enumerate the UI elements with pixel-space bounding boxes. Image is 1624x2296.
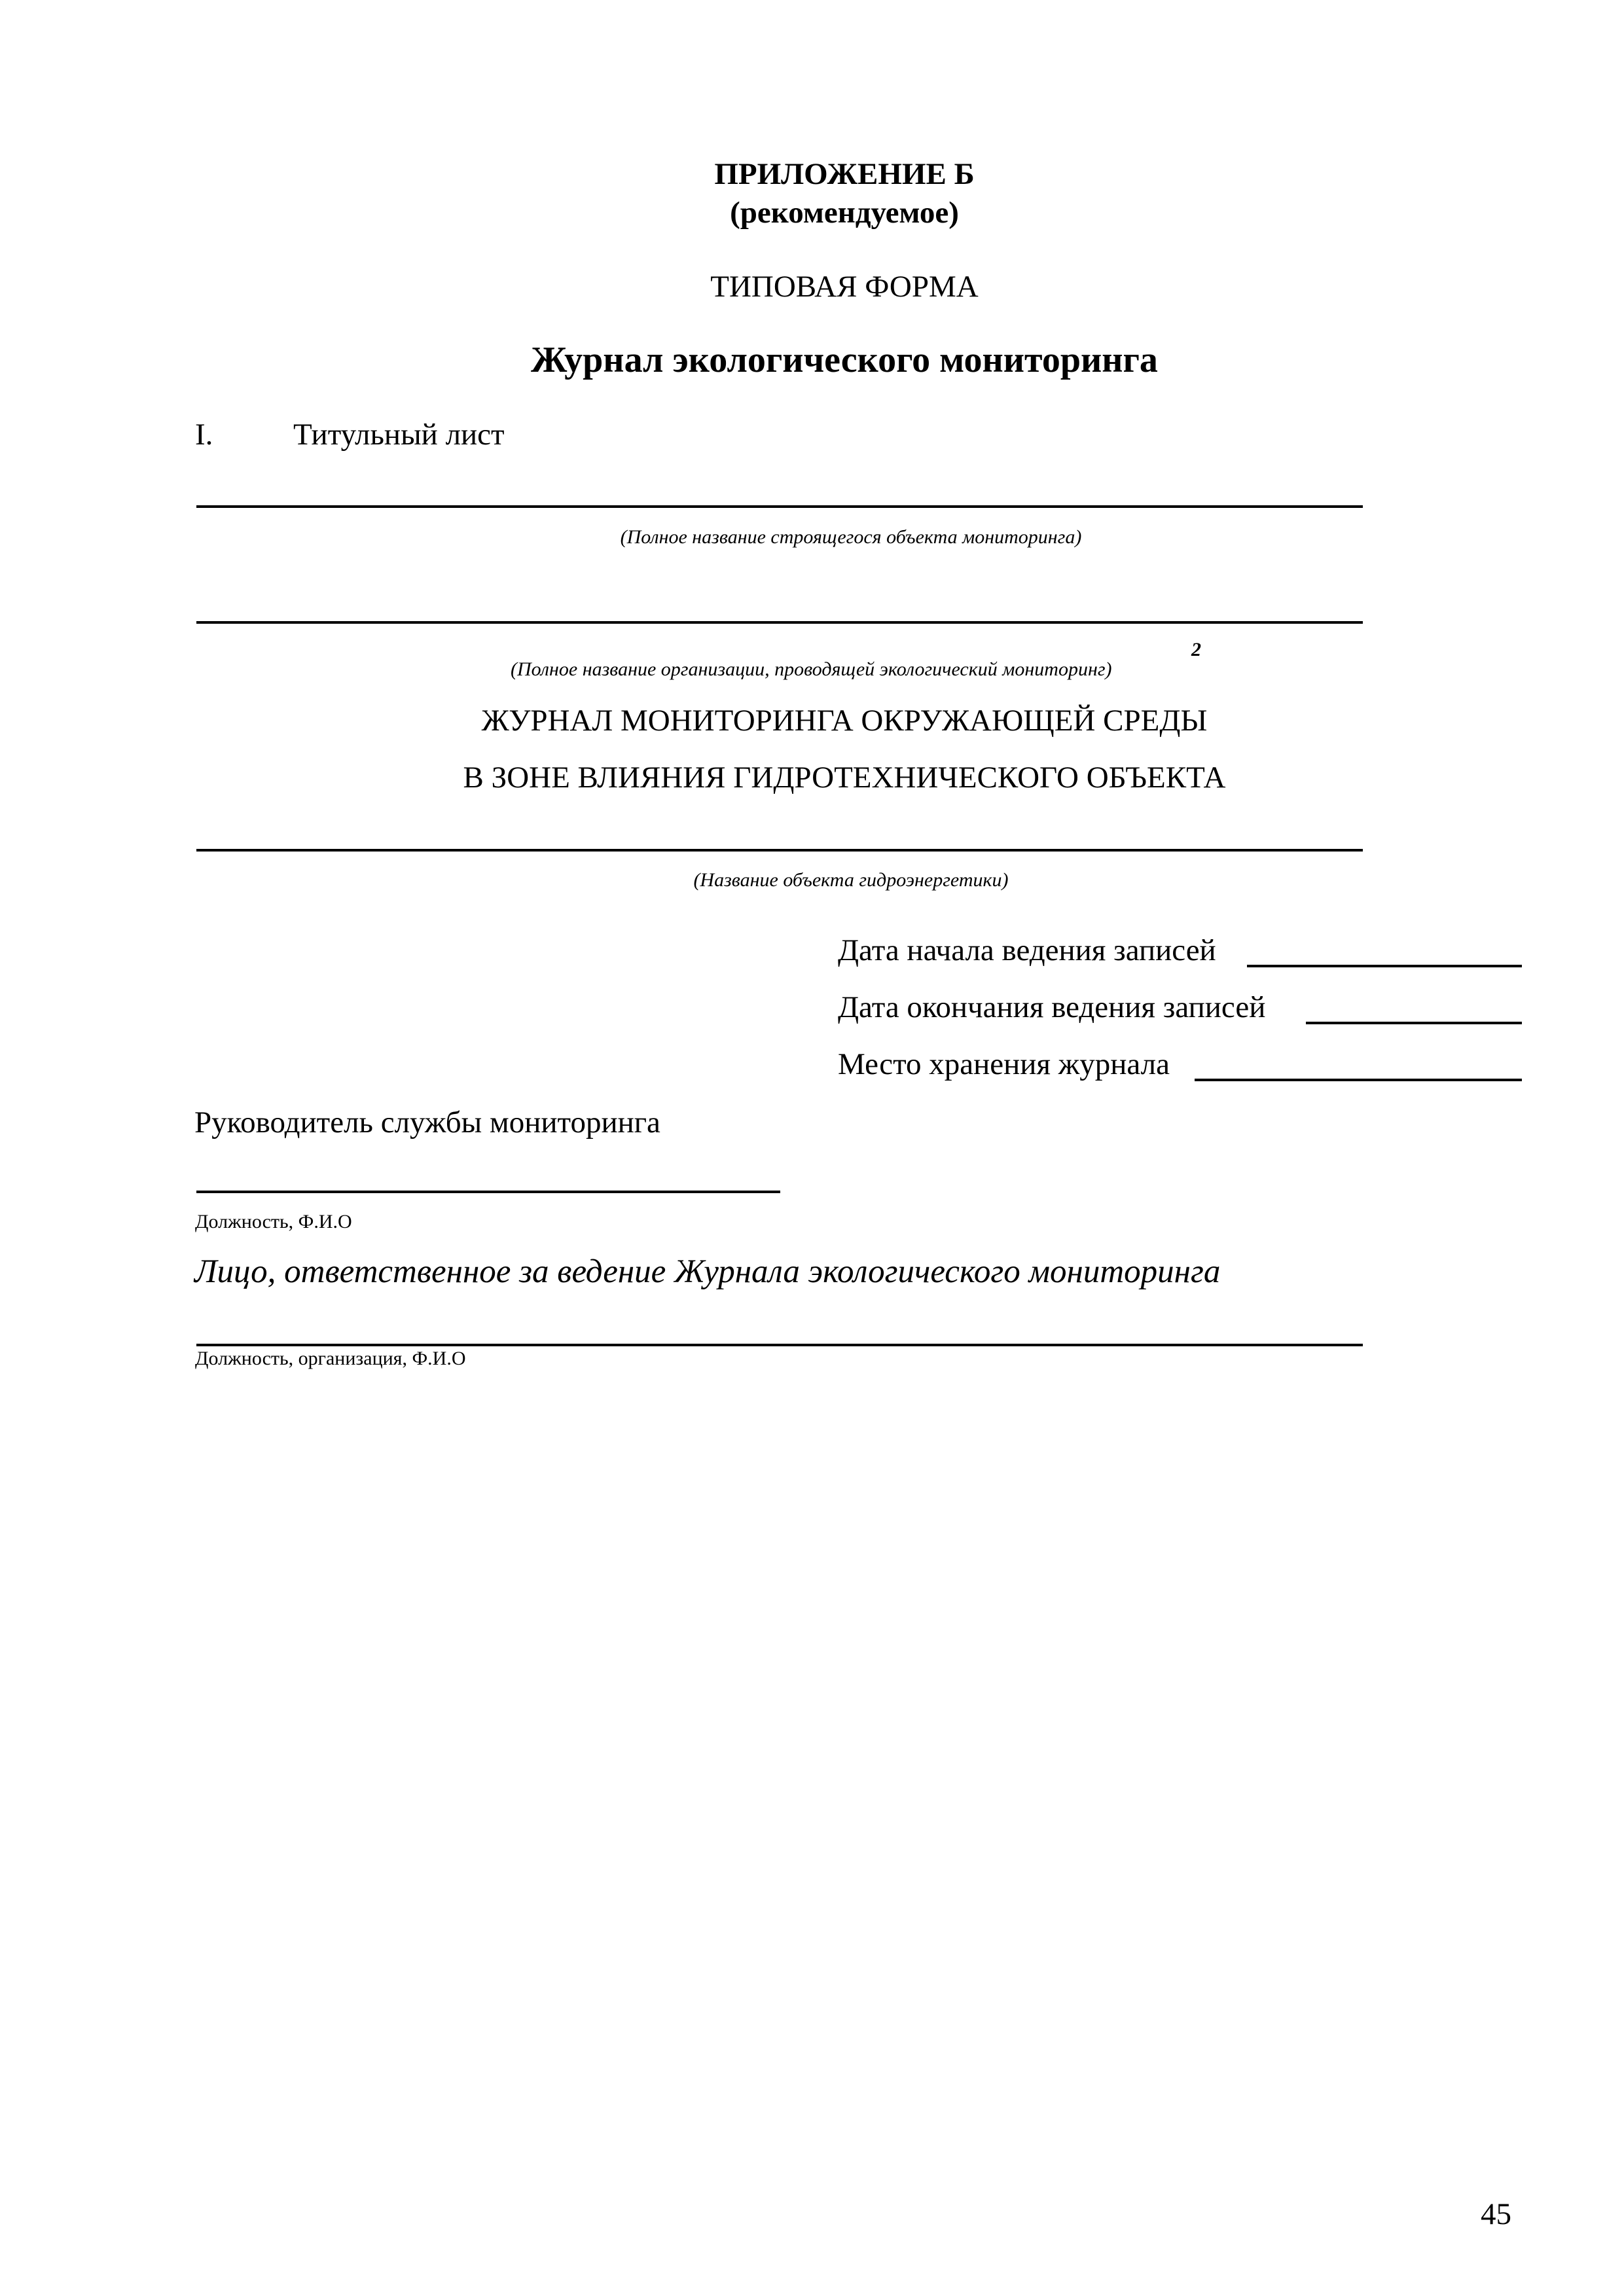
- storage-field[interactable]: [1195, 1079, 1522, 1081]
- start-date-field[interactable]: [1247, 965, 1522, 967]
- head-label: Руководитель службы мониторинга: [194, 1105, 660, 1139]
- organization-name-line[interactable]: [196, 621, 1363, 624]
- responsible-signature-line[interactable]: [196, 1344, 1363, 1346]
- head-caption: Должность, Ф.И.О: [195, 1211, 352, 1232]
- object-name-line[interactable]: [196, 505, 1363, 508]
- object-name-caption: (Полное название строящегося объекта мониторинга): [620, 526, 1082, 548]
- page-number: 45: [1481, 2197, 1511, 2231]
- hydro-object-line[interactable]: [196, 849, 1363, 852]
- end-date-label: Дата окончания ведения записей: [838, 990, 1266, 1024]
- appendix-status: (рекомендуемое): [730, 196, 959, 230]
- footnote-mark: 2: [1191, 639, 1201, 660]
- storage-label: Место хранения журнала: [838, 1047, 1170, 1081]
- section-number: I.: [195, 418, 213, 452]
- appendix-heading: ПРИЛОЖЕНИЕ Б: [714, 157, 975, 191]
- form-type: ТИПОВАЯ ФОРМА: [710, 270, 979, 304]
- organization-name-caption: (Полное название организации, проводящей экологический мониторинг): [511, 658, 1112, 680]
- journal-title-line-2: В ЗОНЕ ВЛИЯНИЯ ГИДРОТЕХНИЧЕСКОГО ОБЪЕКТА: [463, 761, 1226, 795]
- responsible-label: Лицо, ответственное за ведение Журнала экологического мониторинга: [194, 1253, 1221, 1290]
- responsible-caption: Должность, организация, Ф.И.О: [195, 1348, 466, 1369]
- start-date-label: Дата начала ведения записей: [838, 933, 1216, 967]
- journal-title-line-1: ЖУРНАЛ МОНИТОРИНГА ОКРУЖАЮЩЕЙ СРЕДЫ: [481, 704, 1208, 738]
- section-title: Титульный лист: [293, 418, 505, 452]
- end-date-field[interactable]: [1306, 1022, 1522, 1024]
- document-title: Журнал экологического мониторинга: [531, 340, 1158, 380]
- head-signature-line[interactable]: [196, 1191, 780, 1193]
- hydro-object-caption: (Название объекта гидроэнергетики): [693, 869, 1009, 891]
